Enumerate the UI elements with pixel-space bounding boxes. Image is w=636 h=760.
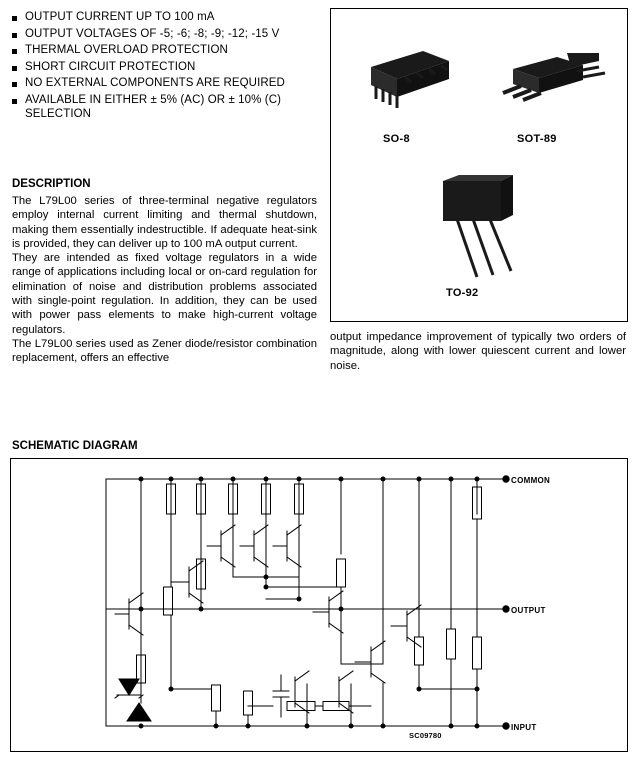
features-list — [12, 10, 312, 124]
schematic-drawing-code: SC09780 — [409, 731, 442, 740]
feature-label: SHORT CIRCUIT PROTECTION — [25, 60, 196, 73]
pin-label-common: COMMON — [511, 476, 551, 485]
package-label-sot89: SOT-89 — [517, 133, 557, 145]
schematic-drawing — [11, 459, 625, 749]
square-bullet-icon — [12, 33, 17, 38]
list-item — [12, 76, 312, 91]
feature-label: THERMAL OVERLOAD PROTECTION — [25, 44, 228, 56]
description-section — [12, 178, 317, 366]
description-paragraph: The L79L00 series used as Zener diode/resistor combination replacement, offers an effective — [12, 337, 317, 365]
square-bullet-icon — [12, 16, 17, 21]
package-diagram-box — [330, 8, 628, 322]
pin-label-output: OUTPUT — [511, 606, 546, 615]
list-item — [12, 43, 312, 58]
square-bullet-icon — [12, 99, 17, 104]
schematic-heading: SCHEMATIC DIAGRAM — [12, 440, 138, 452]
package-label-to92: TO-92 — [446, 287, 479, 299]
description-continuation: output impedance improvement of typically two orders of magnitude, along with lower quiescent current and lower noise. — [330, 331, 626, 372]
so8-package-icon — [371, 51, 449, 108]
section-heading: DESCRIPTION — [12, 178, 91, 190]
square-bullet-icon — [12, 66, 17, 71]
package-label-so8: SO-8 — [383, 133, 410, 145]
pin-label-input: INPUT — [511, 723, 537, 732]
sot89-package-icon — [503, 53, 605, 100]
package-drawings — [331, 9, 625, 319]
list-item — [12, 60, 312, 75]
list-item — [12, 10, 312, 25]
list-item — [12, 27, 312, 42]
square-bullet-icon — [12, 82, 17, 87]
list-item — [12, 93, 312, 122]
description-paragraph: They are intended as fixed voltage regulators in a wide range of applications including local or on-card regulation for elimination of noise and distribution problems associated with single-point regulation. In addition, they can be used with power pass elements to make high-current voltage regulators. — [12, 252, 317, 336]
feature-label: OUTPUT CURRENT UP TO 100 mA — [25, 11, 215, 23]
feature-label: NO EXTERNAL COMPONENTS ARE REQUIRED — [25, 77, 285, 89]
square-bullet-icon — [12, 49, 17, 54]
feature-label: OUTPUT VOLTAGES OF -5; -6; -8; -9; -12; -15 V — [25, 27, 280, 40]
description-paragraph: The L79L00 series of three-terminal negative regulators employ internal current limiting and thermal shutdown, making them essentially indestructible. If adequate heat-sink is provided, they can deliver up to 100 mA output current. — [12, 195, 317, 250]
to92-package-icon — [443, 175, 513, 277]
feature-label: AVAILABLE IN EITHER ± 5% (AC) OR ± 10% (C) SELECTION — [25, 93, 282, 120]
schematic-diagram-box — [10, 458, 628, 752]
